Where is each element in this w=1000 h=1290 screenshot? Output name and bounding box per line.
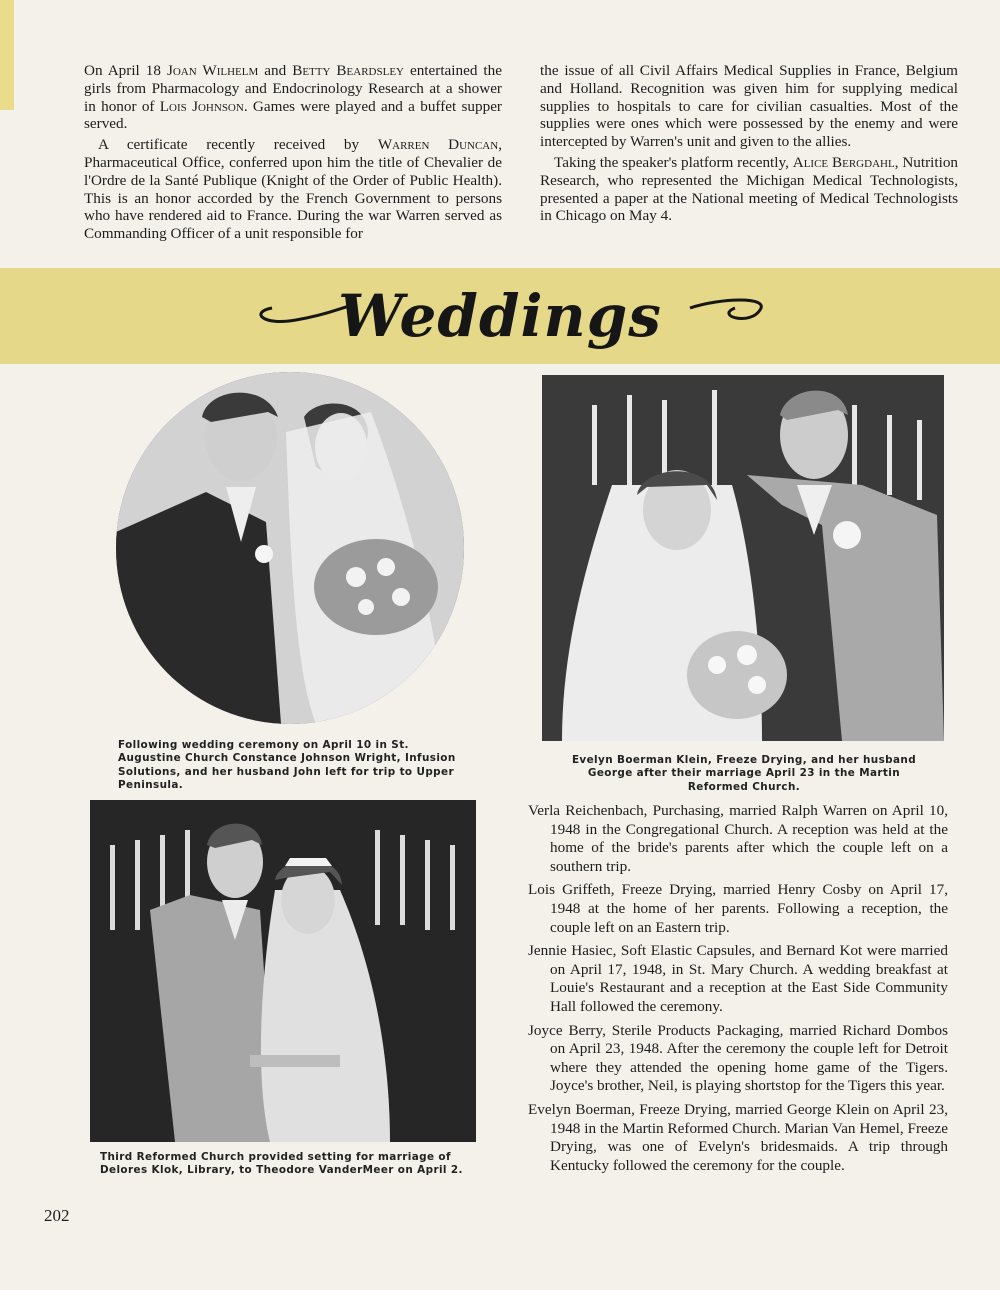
wedding-photo-wright (116, 372, 464, 724)
wedding-photo-vandermeer (90, 800, 476, 1142)
page-edge-accent (0, 0, 14, 110)
paragraph-civil-affairs: the issue of all Civil Affairs Medical Supplies in France, Belgium and Holland. Recognition was given him for supplying medical supplies to hospitals to care for civilian casualties. Most of the supplies were ones which were possessed by the enemy and were intercepted by Warren's unit and given to the allies. (540, 62, 958, 151)
announcement-item: Lois Griffeth, Freeze Drying, married Henry Cosby on April 17, 1948 at the home of her parents. Following a reception, the couple left on an Eastern trip. (528, 881, 948, 936)
top-right-column (540, 62, 958, 228)
caption-photo-3: Third Reformed Church provided setting for marriage of Delores Klok, Library, to Theodore VanderMeer on April 2. (100, 1151, 463, 1177)
paragraph-speaker: Taking the speaker's platform recently, Alice Bergdahl, Nutrition Research, who represented the Michigan Medical Technologists, presented a paper at the National meeting of Medical Technologists in Chicago on May 4. (540, 153, 959, 225)
banner-title: Weddings (338, 282, 662, 350)
wedding-photo-klein (542, 375, 944, 741)
wedding-announcements (528, 802, 948, 1180)
caption-photo-1: Following wedding ceremony on April 10 in St. Augustine Church Constance Johnson Wright, Infusion Solutions, and her husband John left for trip to Upper Peninsula. (118, 739, 456, 792)
caption-photo-2: Evelyn Boerman Klein, Freeze Drying, and her husband George after their marriage April 23 in the Martin Reformed Church. (571, 754, 917, 793)
weddings-banner (0, 268, 1000, 364)
announcement-item: Joyce Berry, Sterile Products Packaging, married Richard Dombos on April 23, 1948. After the ceremony the couple left for Detroit where they attended the opening home game of the Tigers. Joyce's brother, Neil, is playing shortstop for the Tigers this year. (528, 1021, 948, 1095)
paragraph-certificate: A certificate recently received by Warren Duncan, Pharmaceutical Office, conferred upon him the title of Chevalier de l'Ordre de la Santé Publique (Knight of the Order of Public Health). This is an honor accorded by the French Government to persons who have rendered aid to France. During the war Warren served as Commanding Officer of a unit responsible for (84, 136, 502, 243)
top-left-column (84, 62, 502, 246)
announcement-item: Jennie Hasiec, Soft Elastic Capsules, and Bernard Kot were married on April 17, 1948, in St. Mary Church. A wedding breakfast at Louie's Restaurant and a reception at the East Side Community Hall followed the ceremony. (528, 942, 948, 1015)
paragraph-shower: On April 18 Joan Wilhelm and Betty Beardsley entertained the girls from Pharmacology and Endocrinology Research at a shower in honor of Lois Johnson. Games were played and a buffet supper served. (84, 62, 502, 133)
announcement-item: Evelyn Boerman, Freeze Drying, married George Klein on April 23, 1948 in the Martin Reformed Church. Marian Van Hemel, Freeze Drying, was one of Evelyn's bridesmaids. A trip through Kentucky followed the ceremony for the couple. (528, 1100, 948, 1174)
page-number: 202 (44, 1206, 70, 1225)
announcement-item: Verla Reichenbach, Purchasing, married Ralph Warren on April 10, 1948 in the Congregational Church. A reception was held at the home of the bride's parents after which the couple left on a southern trip. (528, 802, 948, 875)
